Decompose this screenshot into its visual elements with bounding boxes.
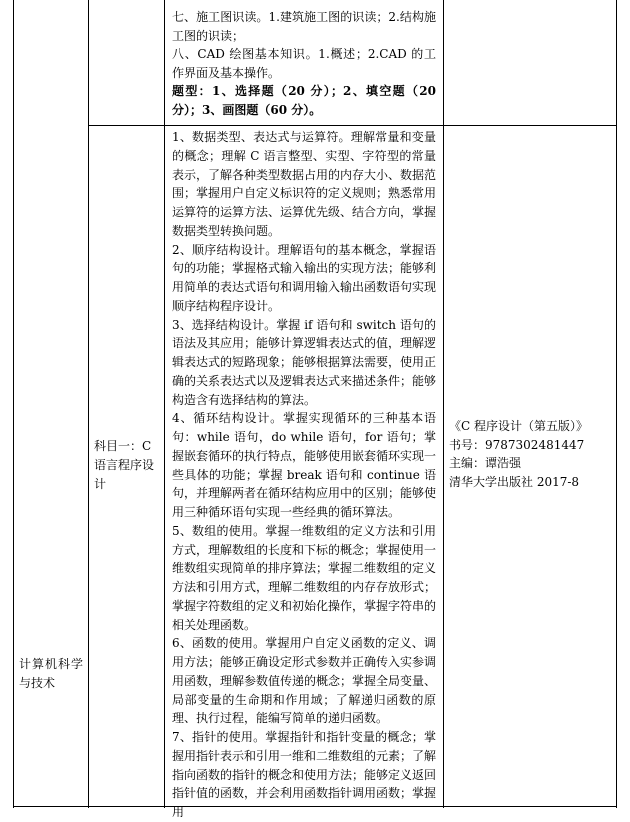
book-title: 《C 程序设计（第五版）》 (449, 419, 588, 433)
column-divider-3 (443, 0, 444, 808)
reference-book (449, 417, 613, 491)
syllabus-item-5: 5、数组的使用。掌握一维数组的定义方法和引用方式，理解数组的长度和下标的概念；掌握使用一维数组实现简单的排序算法；掌握二维数组的定义方法和引用方式，理解二维数组的内存存放形式；掌握字符数组的定义和初始化操作，掌握字符串的相关处理函数。 (172, 523, 437, 632)
column-divider-2 (164, 0, 165, 808)
book-isbn: 书号：9787302481447 (449, 437, 585, 452)
subject-label: 科目一：C 语言程序设计 (94, 439, 155, 491)
syllabus-item-2: 2、顺序结构设计。理解语句的基本概念，掌握语句的功能；掌握格式输入输出的实现方法；能够利用简单的表达式语句和调用输入输出函数语句实现顺序结构程序设计。 (172, 242, 437, 313)
book-publisher: 清华大学出版社 2017-8 (449, 474, 580, 489)
question-types: 题型：1、选择题（20 分）；2、填空题（20 分）；3、画图题（60 分）。 (172, 84, 436, 117)
syllabus-content (172, 128, 436, 822)
syllabus-item-4: 4、循环结构设计。掌握实现循环的三种基本语句：while 语句，do while 语句，for 语句；掌握嵌套循环的执行特点，能够使用嵌套循环实现一些具体的功能；掌握 break 语句和 continue 语句，并理解两者在循环结构应用中的区别；能够使用三种循环语句实现一些经典的循环算法。 (172, 411, 437, 519)
content-line-7: 七、施工图识读。1.建筑施工图的识读；2.结构施工图的识读； (172, 10, 436, 43)
book-editor: 主编：谭浩强 (449, 456, 522, 471)
table-border-left (13, 0, 14, 808)
table-border-right (616, 0, 617, 808)
syllabus-item-7: 7、指针的使用。掌握指针和指针变量的概念；掌握用指针表示和引用一维和二维数组的元素；了解指向函数的指针的概念和使用方法；能够定义返回指针值的函数，并会利用函数指针调用函数；掌握用 (172, 730, 437, 819)
row-divider (88, 125, 617, 126)
syllabus-item-6: 6、函数的使用。掌握用户自定义函数的定义、调用方法；能够正确设定形式参数并正确传入实参调用函数，理解参数值传递的概念；掌握全局变量、局部变量的生命期和作用域；了解递归函数的原理、执行过程，能编写简单的递归函数。 (172, 636, 437, 726)
content-line-8: 八、CAD 绘图基本知识。1.概述；2.CAD 的工作界面及基本操作。 (172, 47, 436, 80)
category-label: 计算机科学与技术 (19, 657, 83, 690)
syllabus-item-3: 3、选择结构设计。掌握 if 语句和 switch 语句的语法及其应用；能够计算逻辑表达式的值，理解逻辑表达式的短路现象；能够根据算法需要，使用正确的关系表达式以及逻辑表达式来描述条件；能够构造含有选择结构的算法。 (172, 317, 437, 407)
top-row-content (172, 8, 436, 120)
syllabus-table (13, 0, 617, 819)
syllabus-item-1: 1、数据类型、表达式与运算符。理解常量和变量的概念；理解 C 语言整型、实型、字符型的常量表示，了解各种类型数据占用的内存大小、数据范围；掌握用户自定义标识符的定义规则；熟悉常用运算符的运算方法、运算优先级、结合方向，掌握数据类型转换问题。 (172, 130, 437, 238)
column-divider-1 (88, 0, 89, 808)
